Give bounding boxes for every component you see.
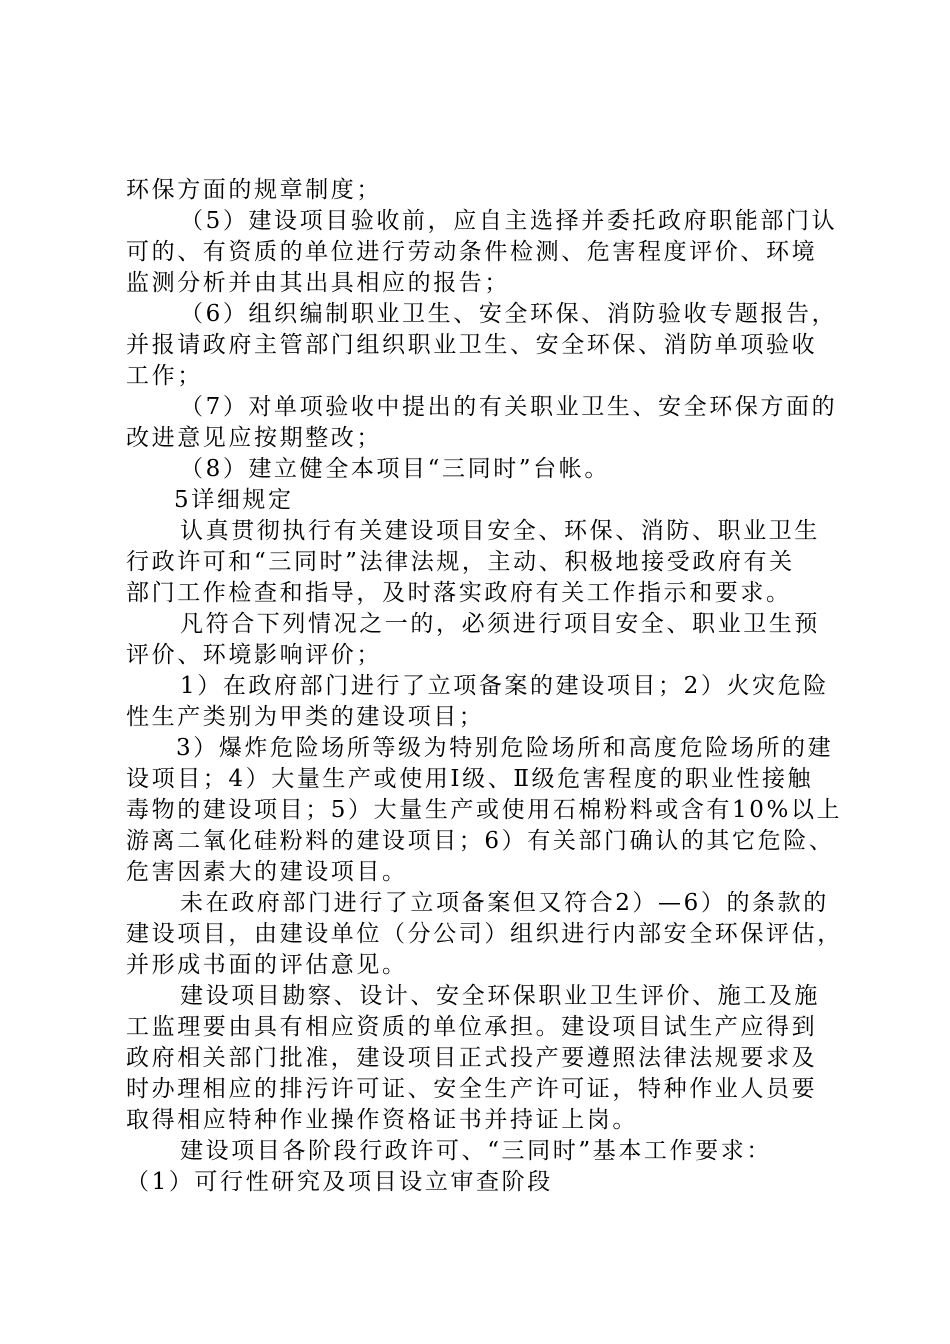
text-line: 政府相关部门批准，建设项目正式投产要遵照法律法规要求及 (126, 1045, 818, 1071)
text-line: （7）对单项验收中提出的有关职业卫生、安全环保方面的 (180, 394, 838, 420)
text-line: 凡符合下列情况之一的，必须进行项目安全、职业卫生预 (180, 611, 820, 637)
text-line: 监测分析并由其出具相应的报告； (126, 270, 510, 296)
text-line: 评价、环境影响评价； (126, 642, 382, 668)
text-line: 危害因素大的建设项目。 (126, 859, 408, 885)
text-line: 建设项目勘察、设计、安全环保职业卫生评价、施工及施 (180, 983, 820, 1009)
section-heading: 5详细规定 (174, 487, 294, 513)
text-line: 性生产类别为甲类的建设项目； (126, 704, 485, 730)
text-line: 游离二氧化硅粉料的建设项目；6）有关部门确认的其它危险、 (126, 828, 835, 854)
text-line: 部门工作检查和指导，及时落实政府有关工作指示和要求。 (126, 580, 792, 606)
text-line: （6）组织编制职业卫生、安全环保、消防验收专题报告， (180, 301, 838, 327)
text-line: 认真贯彻执行有关建设项目安全、环保、消防、职业卫生 (180, 518, 820, 544)
text-line: 1）在政府部门进行了立项备案的建设项目；2）火灾危险 (180, 673, 829, 699)
text-line: （1）可行性研究及项目设立审查阶段 (126, 1169, 553, 1195)
text-line: （5）建设项目验收前，应自主选择并委托政府职能部门认 (180, 208, 838, 234)
text-line: 可的、有资质的单位进行劳动条件检测、危害程度评价、环境 (126, 239, 818, 265)
text-line: 环保方面的规章制度； (126, 177, 382, 203)
text-line: 并形成书面的评估意见。 (126, 952, 408, 978)
text-line: 未在政府部门进行了立项备案但又符合2）—6）的条款的 (180, 890, 829, 916)
text-line: 工作； (126, 363, 203, 389)
text-line: 并报请政府主管部门组织职业卫生、安全环保、消防单项验收 (126, 332, 818, 358)
text-line: 建设项目，由建设单位（分公司）组织进行内部安全环保评估， (126, 921, 843, 947)
text-line: 改进意见应按期整改； (126, 425, 382, 451)
text-line: 行政许可和“三同时”法律法规，主动、积极地接受政府有关 (126, 549, 795, 575)
text-line: 设项目；4）大量生产或使用Ⅰ级、Ⅱ级危害程度的职业性接触 (126, 766, 814, 792)
text-line: （8）建立健全本项目“三同时”台帐。 (180, 456, 610, 482)
text-line: 工监理要由具有相应资质的单位承担。建设项目试生产应得到 (126, 1014, 818, 1040)
text-line: 取得相应特种作业操作资格证书并持证上岗。 (126, 1107, 638, 1133)
text-line: 3）爆炸危险场所等级为特别危险场所和高度危险场所的建 (176, 735, 834, 761)
text-line: 时办理相应的排污许可证、安全生产许可证，特种作业人员要 (126, 1076, 818, 1102)
text-line: 建设项目各阶段行政许可、“三同时”基本工作要求： (180, 1138, 772, 1164)
text-line: 毒物的建设项目；5）大量生产或使用石棉粉料或含有10%以上 (126, 797, 843, 823)
